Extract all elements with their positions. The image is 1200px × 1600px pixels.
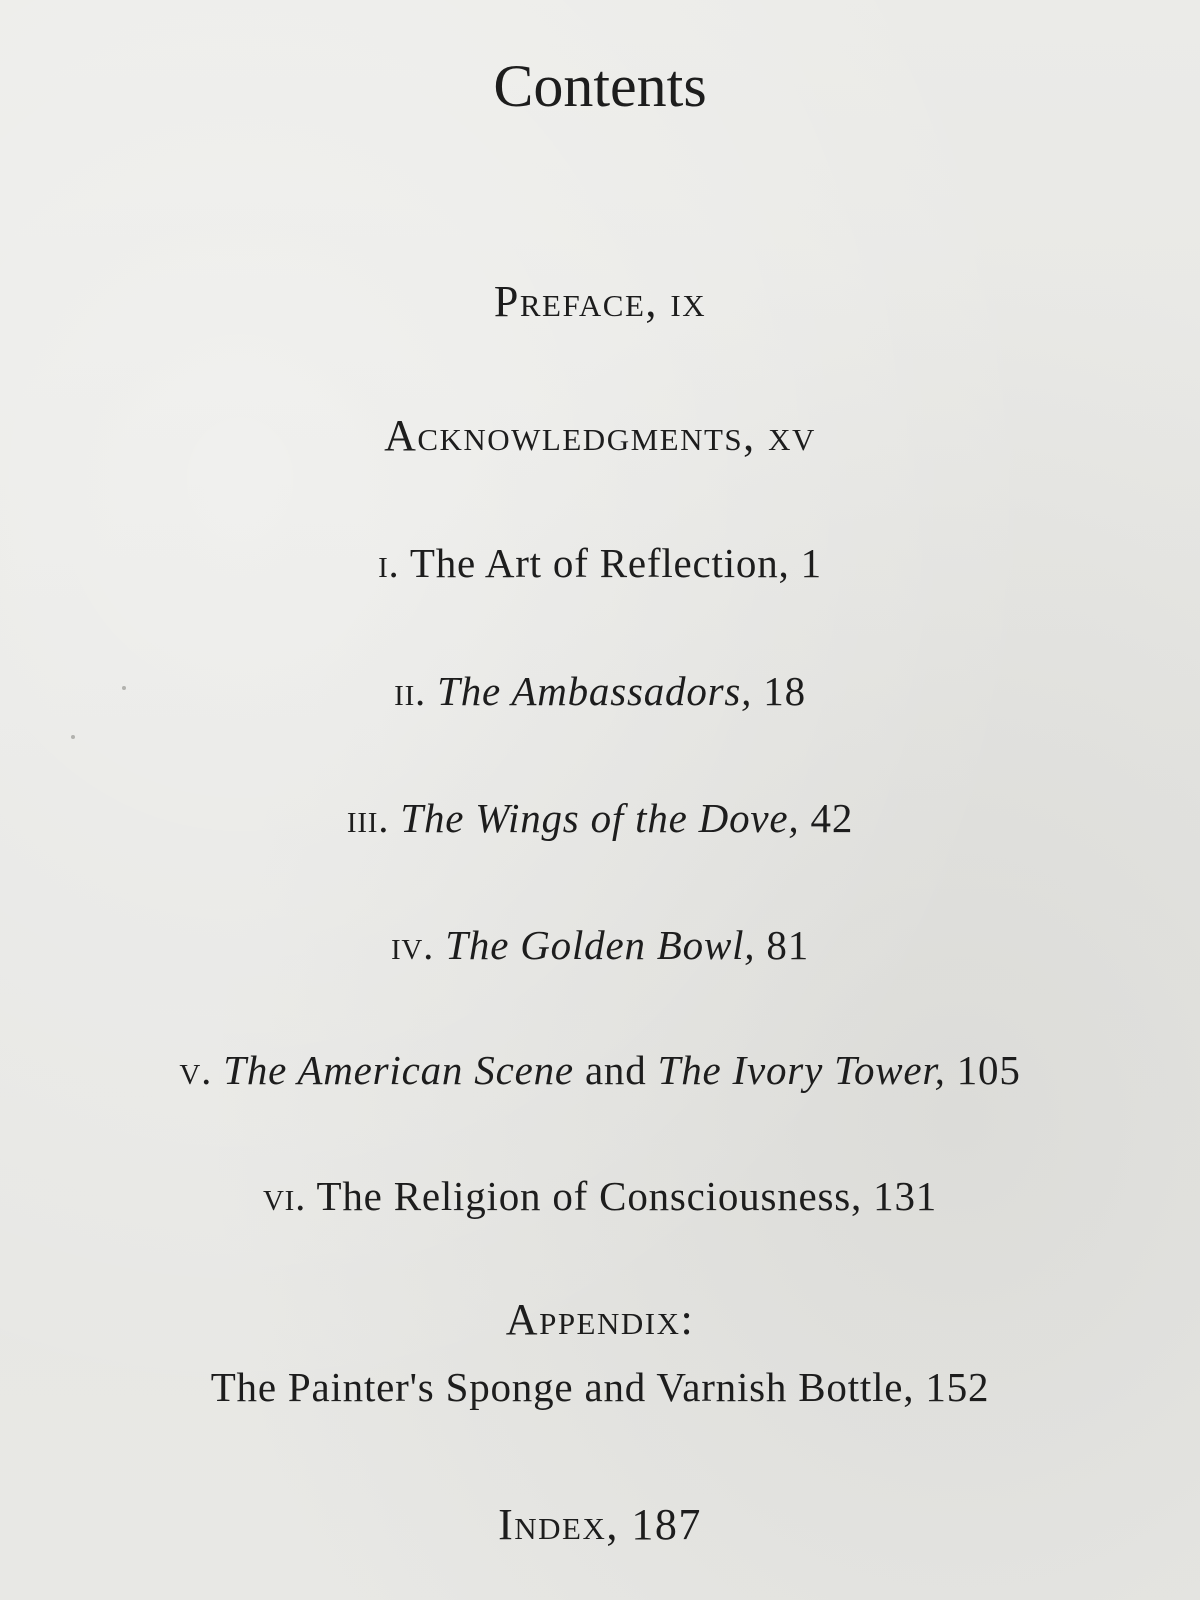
toc-chapter-6-page: 131 [873, 1173, 938, 1219]
toc-chapter-5: v. The American Scene and The Ivory Tower, 105 [179, 1047, 1021, 1093]
toc-chapter-6-numeral: vi. [262, 1173, 307, 1219]
toc-acknowledgments-label: Acknowledgments [384, 411, 744, 460]
paper-speck [71, 735, 75, 739]
toc-chapter-6: vi. The Religion of Consciousness, 131 [262, 1173, 938, 1219]
toc-chapter-5-connector: and [584, 1047, 647, 1093]
page-title: Contents [493, 53, 707, 119]
toc-chapter-5-numeral: v. [179, 1047, 213, 1093]
toc-preface: Preface, ix [493, 277, 707, 326]
toc-chapter-1-title: The Art of Reflection [409, 540, 779, 586]
toc-index-label: Index [498, 1500, 607, 1549]
toc-chapter-4: iv. The Golden Bowl, 81 [390, 922, 810, 968]
toc-index-page: 187 [631, 1500, 702, 1549]
toc-chapter-5-page: 105 [956, 1047, 1021, 1093]
toc-chapter-5-title-b: The Ivory Tower [657, 1047, 935, 1093]
toc-chapter-4-title: The Golden Bowl [445, 922, 745, 968]
toc-acknowledgments: Acknowledgments, xv [384, 411, 816, 460]
toc-chapter-3: iii. The Wings of the Dove, 42 [346, 795, 854, 841]
toc-chapter-4-numeral: iv. [390, 922, 435, 968]
toc-index: Index, 187 [498, 1500, 702, 1549]
toc-chapter-1-numeral: i. [378, 540, 400, 586]
toc-chapter-3-numeral: iii. [346, 795, 390, 841]
toc-chapter-5-title-a: The American Scene [223, 1047, 574, 1093]
toc-chapter-3-page: 42 [810, 795, 854, 841]
toc-chapter-2-page: 18 [763, 668, 806, 714]
toc-appendix: The Painter's Sponge and Varnish Bottle, 152 [210, 1364, 990, 1410]
toc-chapter-2: ii. The Ambassadors, 18 [394, 668, 806, 714]
toc-chapter-1-page: 1 [800, 540, 822, 586]
toc-chapter-2-numeral: ii. [394, 668, 427, 714]
toc-acknowledgments-page: xv [768, 411, 816, 460]
toc-preface-page: ix [670, 277, 707, 326]
toc-chapter-2-title: The Ambassadors [437, 668, 742, 714]
toc-appendix-label: Appendix: [505, 1295, 695, 1344]
toc-appendix-page: 152 [925, 1364, 990, 1410]
toc-preface-label: Preface [493, 277, 646, 326]
toc-chapter-4-page: 81 [766, 922, 810, 968]
toc-appendix-title: The Painter's Sponge and Varnish Bottle [210, 1364, 904, 1410]
toc-chapter-6-title: The Religion of Consciousness [316, 1173, 852, 1219]
toc-chapter-3-title: The Wings of the Dove [400, 795, 789, 841]
toc-chapter-1: i. The Art of Reflection, 1 [378, 540, 822, 586]
